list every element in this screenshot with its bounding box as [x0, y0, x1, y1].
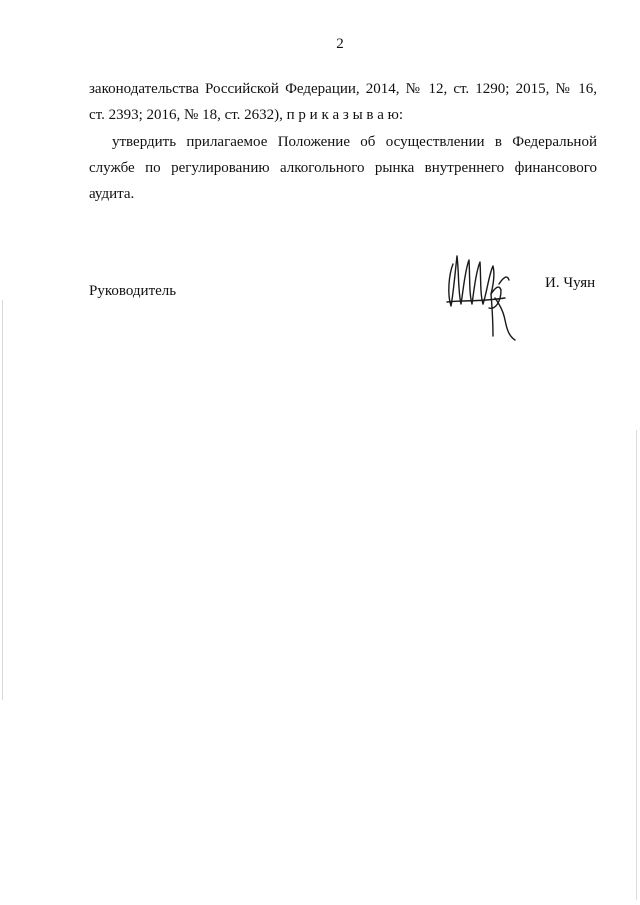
handwritten-signature	[443, 244, 525, 344]
paragraph-order-text	[89, 129, 597, 207]
text-line: службе по регулированию алкогольного рынка внутреннего финансового	[89, 160, 597, 176]
paragraph-legislation-reference	[89, 76, 597, 128]
text-line: законодательства Российской Федерации, 2014, № 12, ст. 1290; 2015, № 16,	[89, 81, 597, 97]
signatory-role: Руководитель	[89, 283, 177, 299]
signatory-name: И. Чуян	[545, 275, 596, 291]
page-number: 2	[336, 36, 344, 52]
scan-edge-right	[636, 430, 637, 900]
scan-edge-left	[2, 300, 3, 700]
text-line: утвердить прилагаемое Положение об осуществлении в Федеральной	[112, 134, 597, 150]
text-line: ст. 2393; 2016, № 18, ст. 2632), п р и к а з ы в а ю:	[89, 107, 404, 123]
text-line: аудита.	[89, 186, 135, 202]
